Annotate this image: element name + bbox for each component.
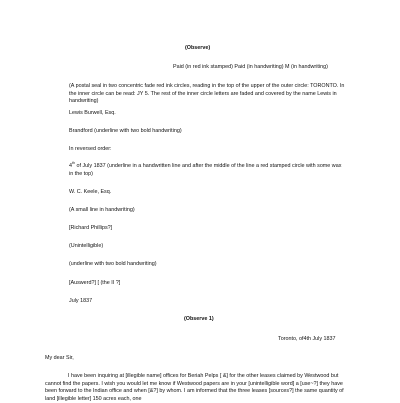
postal-seal-description: (A postal seal in two concentric fade red ink circles, reading in the top of the upper of the outer circle: TORONTO. In the inner circle can be read: JY 5. The rest of the inner circle letters are faded and covered by the name Lewis in handwriting) [69, 83, 345, 105]
underline-note: (underline with two bold handwriting) [69, 261, 157, 267]
unintelligible-note: (Unintelligible) [69, 243, 104, 249]
july-line: July 1837 [69, 298, 93, 304]
small-line-note: (A small line in handwriting) [69, 207, 135, 213]
reversed-order-label: In reversed order: [69, 146, 112, 152]
brandford-line: Brandford (underline with two bold handwriting) [69, 128, 182, 134]
richard-phillips: [Richard Phillips?] [69, 225, 113, 231]
letter-date: Toronto, of4th July 1837 [278, 336, 336, 342]
fourth-rest: of July 1837 (underline in a handwritten line and after the middle of the line a red stamped circle with some wax in the top) [69, 163, 342, 177]
heading-observe: (Observe) [185, 45, 211, 51]
body-paragraph: I have been inquiring at [illegible name] offices for Beriah Pelps [ &] for the other leases claimed by Westwood but cannot find the papers. I wish you would let me know if Westwood papers are in your [unintelligible word] a [use~?] they have been forward to the Indian office and when [&?] by whom. I am informed that the three leases [sources?] the same quantity of land [illegible letter] 150 acres each, one [45, 373, 344, 402]
date-stamp-description [69, 163, 344, 178]
fourth-day: 4 [69, 163, 72, 169]
auswerd-line: [Auswerd?] [ (the II ?] [69, 280, 121, 286]
salutation: My dear Sir, [45, 355, 74, 361]
addressee-lewis: Lewis Burwell, Esq. [69, 110, 116, 116]
paid-line: Paid (in red ink stamped) Paid (in handwriting) M (in handwriting) [173, 64, 328, 70]
fourth-sup: th [72, 161, 75, 166]
heading-observe-1: (Observe 1) [184, 316, 214, 322]
addressee-keele: W. C. Keele, Esq. [69, 189, 112, 195]
